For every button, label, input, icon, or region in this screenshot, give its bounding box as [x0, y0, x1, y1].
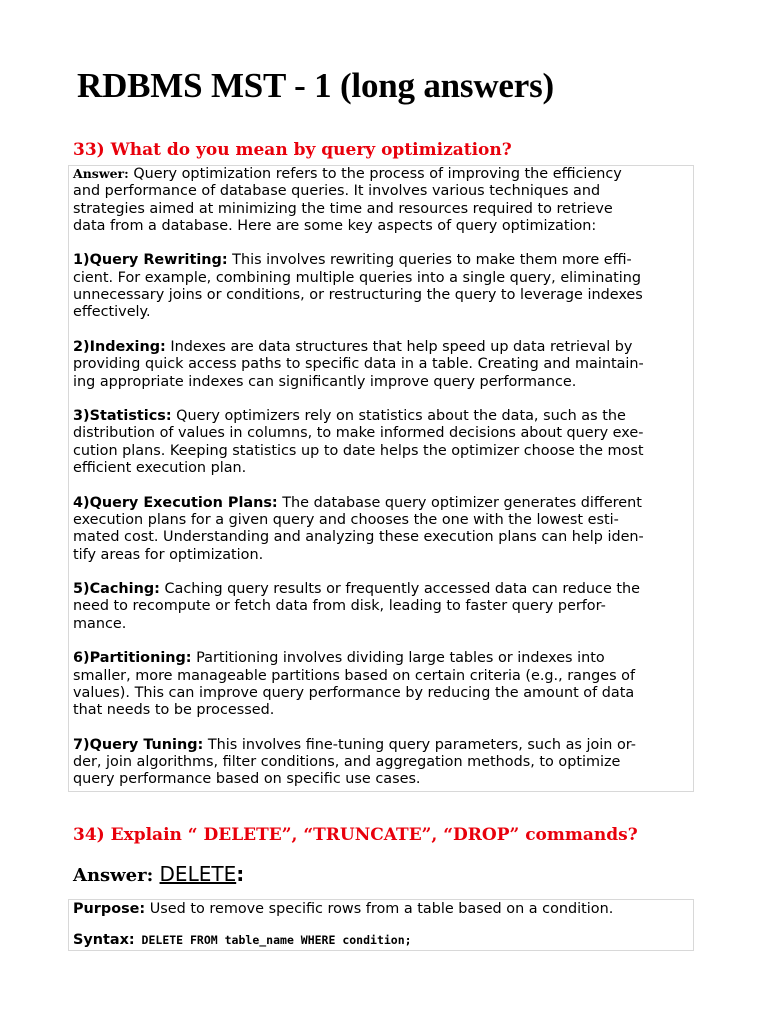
delete-purpose — [73, 901, 613, 918]
point-partitioning: 6)Partitioning: Partitioning involves dividing large tables or indexes into smaller, more manageable partitions based on certain criteria (e.g., ranges of values). This can improve query performance by reducing the amount of data that needs to be processed. — [73, 650, 636, 719]
answer-label: Answer: — [73, 166, 129, 181]
purpose-text: Used to remove specific rows from a table based on a condition. — [145, 901, 614, 917]
delete-heading: DELETE — [159, 862, 237, 886]
point-query-tuning: 7)Query Tuning: This involves fine-tuning query parameters, such as join or- der, join algorithms, filter conditions, and aggregation methods, to optimize query performance based on specific use cases. — [73, 736, 636, 788]
purpose-label: Purpose: — [73, 901, 146, 917]
term-indexing: 2)Indexing: — [73, 338, 166, 355]
delete-heading-colon: : — [236, 862, 245, 886]
answer-33-body — [73, 165, 692, 789]
answer-33-intro: Answer: Query optimization refers to the process of improving the efficiency and performance of database queries. It involves various techniques and strategies aimed at minimizing the time and resources required to retrieve data from a database. Here are some key aspects of query optimization: — [73, 166, 622, 234]
syntax-code: DELETE FROM table_name WHERE condition; — [134, 933, 412, 948]
term-query-tuning: 7)Query Tuning: — [73, 736, 204, 753]
point-query-rewriting: 1)Query Rewriting: This involves rewriting queries to make them more effi- cient. For example, combining multiple queries into a single query, eliminating unnecessary joins or conditions, or restructuring the query to leverage indexes effectively. — [73, 252, 643, 321]
point-statistics: 3)Statistics: Query optimizers rely on statistics about the data, such as the distribution of values in columns, to make informed decisions about query exe- cution plans. Keeping statistics up to date helps the optimizer choose the most efficient execution plan. — [73, 408, 644, 477]
syntax-label: Syntax: — [73, 932, 135, 949]
term-query-rewriting: 1)Query Rewriting: — [73, 252, 228, 269]
point-indexing: 2)Indexing: Indexes are data structures that help speed up data retrieval by providing quick access paths to specific data in a table. Creating and maintain- ing appropriate indexes can significantly improve query performance. — [73, 338, 644, 390]
delete-syntax — [73, 932, 613, 949]
point-caching: 5)Caching: Caching query results or frequently accessed data can reduce the need to recompute or fetch data from disk, leading to faster query perfor- mance. — [73, 581, 640, 632]
term-query-execution-plans: 4)Query Execution Plans: — [73, 494, 278, 511]
term-partitioning: 6)Partitioning: — [73, 650, 192, 667]
delete-details — [73, 901, 613, 964]
term-statistics: 3)Statistics: — [73, 408, 172, 425]
question-34-heading: 34) Explain “ DELETE”, “TRUNCATE”, “DROP” commands? — [73, 825, 638, 845]
page-title: RDBMS MST - 1 (long answers) — [77, 66, 554, 105]
answer-label: Answer: — [73, 865, 160, 886]
point-query-execution-plans: 4)Query Execution Plans: The database query optimizer generates different execution plans for a given query and chooses the one with the lowest esti- mated cost. Understanding and analyzing these execution plans can help iden- tify areas for optimization. — [73, 494, 644, 563]
question-33-heading: 33) What do you mean by query optimization? — [73, 140, 512, 160]
term-caching: 5)Caching: — [73, 581, 160, 598]
answer-34-label-line — [73, 862, 244, 886]
